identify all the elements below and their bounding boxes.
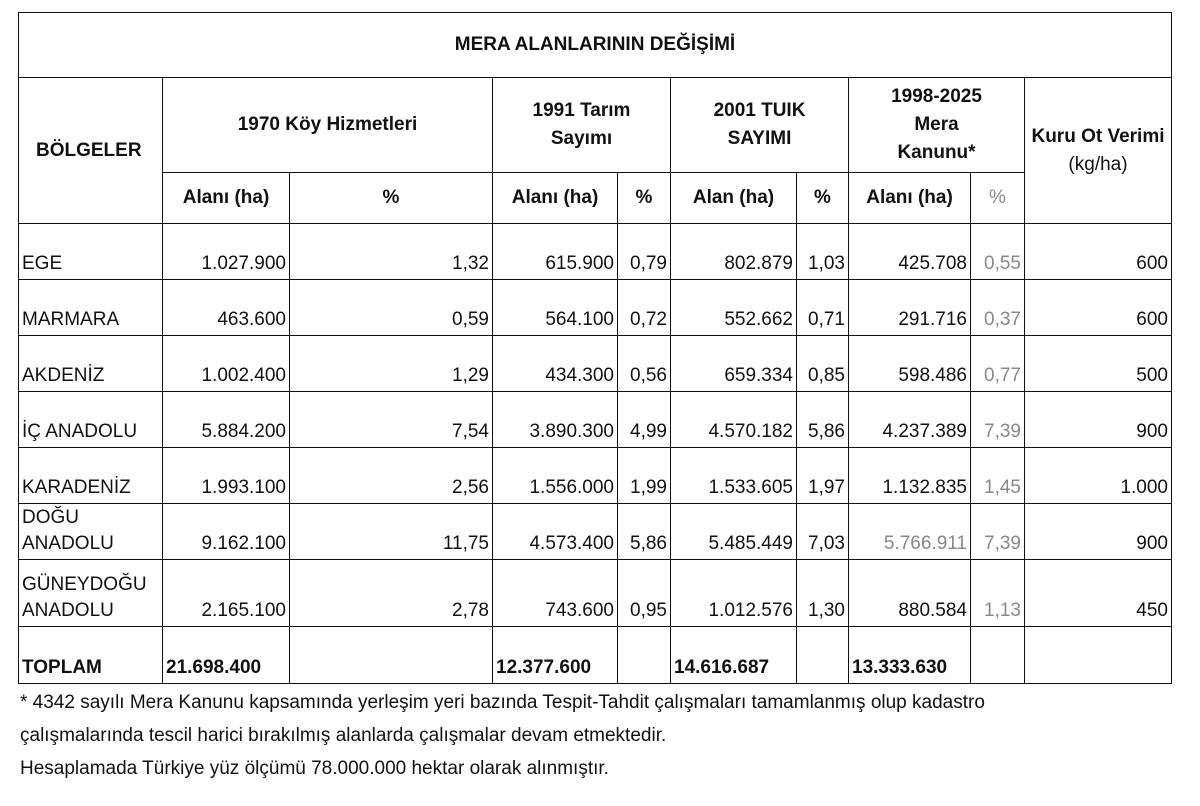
cell-a1991: 434.300	[493, 336, 618, 392]
cell-p1991: 0,56	[618, 336, 671, 392]
cell-a1998: 1.132.835	[849, 448, 971, 504]
subheader-area-1998: Alanı (ha)	[849, 173, 971, 224]
footnote-line-3: Hesaplamada Türkiye yüz ölçümü 78.000.000 hektar olarak alınmıştır.	[20, 758, 609, 779]
cell-p2001: 1,30	[797, 560, 849, 627]
table-row	[19, 448, 1172, 504]
cell-p1991: 0,95	[618, 560, 671, 627]
cell-a1970: 1.027.900	[163, 224, 290, 280]
cell-a2001: 4.570.182	[671, 392, 797, 448]
cell-yield: 600	[1025, 280, 1172, 336]
cell-a1970: 1.002.400	[163, 336, 290, 392]
table-row	[19, 392, 1172, 448]
cell-p1970: 0,59	[290, 280, 493, 336]
cell-p2001: 5,86	[797, 392, 849, 448]
cell-a2001: 552.662	[671, 280, 797, 336]
cell-a2001: 1.012.576	[671, 560, 797, 627]
cell-p1991: 1,99	[618, 448, 671, 504]
cell-yield: 600	[1025, 224, 1172, 280]
region-name: MARMARA	[19, 280, 163, 336]
cell-p2001: 1,03	[797, 224, 849, 280]
cell-a2001: 659.334	[671, 336, 797, 392]
total-empty	[618, 627, 671, 684]
cell-p1970: 2,56	[290, 448, 493, 504]
subheader-area-2001: Alan (ha)	[671, 173, 797, 224]
region-name: EGE	[19, 224, 163, 280]
cell-yield: 450	[1025, 560, 1172, 627]
total-area-1970: 21.698.400	[163, 627, 290, 684]
cell-a1991: 1.556.000	[493, 448, 618, 504]
cell-p1991: 5,86	[618, 504, 671, 560]
total-area-1991: 12.377.600	[493, 627, 618, 684]
header-yield-label: Kuru Ot Verimi	[1031, 125, 1165, 147]
cell-a1991: 564.100	[493, 280, 618, 336]
subheader-pct-1998: %	[971, 173, 1025, 224]
cell-p2001: 1,97	[797, 448, 849, 504]
cell-a1998: 291.716	[849, 280, 971, 336]
cell-p1998: 7,39	[971, 392, 1025, 448]
subheader-area-1970: Alanı (ha)	[163, 173, 290, 224]
table-row	[19, 504, 1172, 560]
subheader-pct-2001: %	[797, 173, 849, 224]
header-1970: 1970 Köy Hizmetleri	[163, 78, 493, 173]
header-yield	[1025, 78, 1172, 224]
subheader-pct-1991: %	[618, 173, 671, 224]
cell-p1970: 11,75	[290, 504, 493, 560]
cell-a1998: 5.766.911	[849, 504, 971, 560]
pasture-table	[18, 12, 1172, 684]
header-1991: 1991 Tarım Sayımı	[493, 78, 671, 173]
cell-a1991: 615.900	[493, 224, 618, 280]
cell-a1970: 9.162.100	[163, 504, 290, 560]
cell-a1998: 4.237.389	[849, 392, 971, 448]
cell-p1998: 0,37	[971, 280, 1025, 336]
table-title: MERA ALANLARININ DEĞİŞİMİ	[19, 13, 1172, 78]
table-row	[19, 224, 1172, 280]
cell-p2001: 7,03	[797, 504, 849, 560]
cell-a1991: 3.890.300	[493, 392, 618, 448]
cell-p1970: 1,29	[290, 336, 493, 392]
cell-p1970: 2,78	[290, 560, 493, 627]
header-yield-unit: (kg/ha)	[1068, 153, 1128, 175]
region-name: KARADENİZ	[19, 448, 163, 504]
cell-p1991: 0,72	[618, 280, 671, 336]
cell-yield: 500	[1025, 336, 1172, 392]
cell-p1970: 7,54	[290, 392, 493, 448]
cell-p1998: 1,13	[971, 560, 1025, 627]
region-name: DOĞU ANADOLU	[19, 504, 163, 560]
region-name: İÇ ANADOLU	[19, 392, 163, 448]
table-row	[19, 336, 1172, 392]
total-area-2001: 14.616.687	[671, 627, 797, 684]
cell-a1998: 425.708	[849, 224, 971, 280]
table-row	[19, 280, 1172, 336]
cell-p1998: 0,55	[971, 224, 1025, 280]
cell-a1991: 4.573.400	[493, 504, 618, 560]
cell-a1970: 5.884.200	[163, 392, 290, 448]
header-2001: 2001 TUIK SAYIMI	[671, 78, 849, 173]
subheader-pct-1970: %	[290, 173, 493, 224]
cell-p2001: 0,71	[797, 280, 849, 336]
cell-p1991: 0,79	[618, 224, 671, 280]
cell-p2001: 0,85	[797, 336, 849, 392]
total-area-1998: 13.333.630	[849, 627, 971, 684]
cell-a1970: 1.993.100	[163, 448, 290, 504]
cell-p1998: 7,39	[971, 504, 1025, 560]
cell-yield: 1.000	[1025, 448, 1172, 504]
cell-p1970: 1,32	[290, 224, 493, 280]
total-label: TOPLAM	[19, 627, 163, 684]
cell-a1998: 598.486	[849, 336, 971, 392]
cell-p1998: 1,45	[971, 448, 1025, 504]
total-empty	[290, 627, 493, 684]
cell-a1970: 463.600	[163, 280, 290, 336]
table-row	[19, 560, 1172, 627]
header-1998: 1998-2025 Mera Kanunu*	[849, 78, 1025, 173]
region-name: GÜNEYDOĞU ANADOLU	[19, 560, 163, 627]
cell-a1998: 880.584	[849, 560, 971, 627]
total-empty	[971, 627, 1025, 684]
total-empty	[797, 627, 849, 684]
total-empty	[1025, 627, 1172, 684]
cell-a2001: 1.533.605	[671, 448, 797, 504]
region-name: AKDENİZ	[19, 336, 163, 392]
cell-a2001: 5.485.449	[671, 504, 797, 560]
header-regions: BÖLGELER	[19, 78, 163, 224]
cell-a1991: 743.600	[493, 560, 618, 627]
cell-yield: 900	[1025, 392, 1172, 448]
footnote-line-1: * 4342 sayılı Mera Kanunu kapsamında yerleşim yeri bazında Tespit-Tahdit çalışmaları tamamlanmış olup kadastro	[20, 692, 985, 713]
cell-p1998: 0,77	[971, 336, 1025, 392]
cell-yield: 900	[1025, 504, 1172, 560]
cell-a1970: 2.165.100	[163, 560, 290, 627]
cell-p1991: 4,99	[618, 392, 671, 448]
cell-a2001: 802.879	[671, 224, 797, 280]
subheader-area-1991: Alanı (ha)	[493, 173, 618, 224]
footnote-line-2: çalışmalarında tescil harici bırakılmış alanlarda çalışmalar devam etmektedir.	[20, 725, 667, 746]
